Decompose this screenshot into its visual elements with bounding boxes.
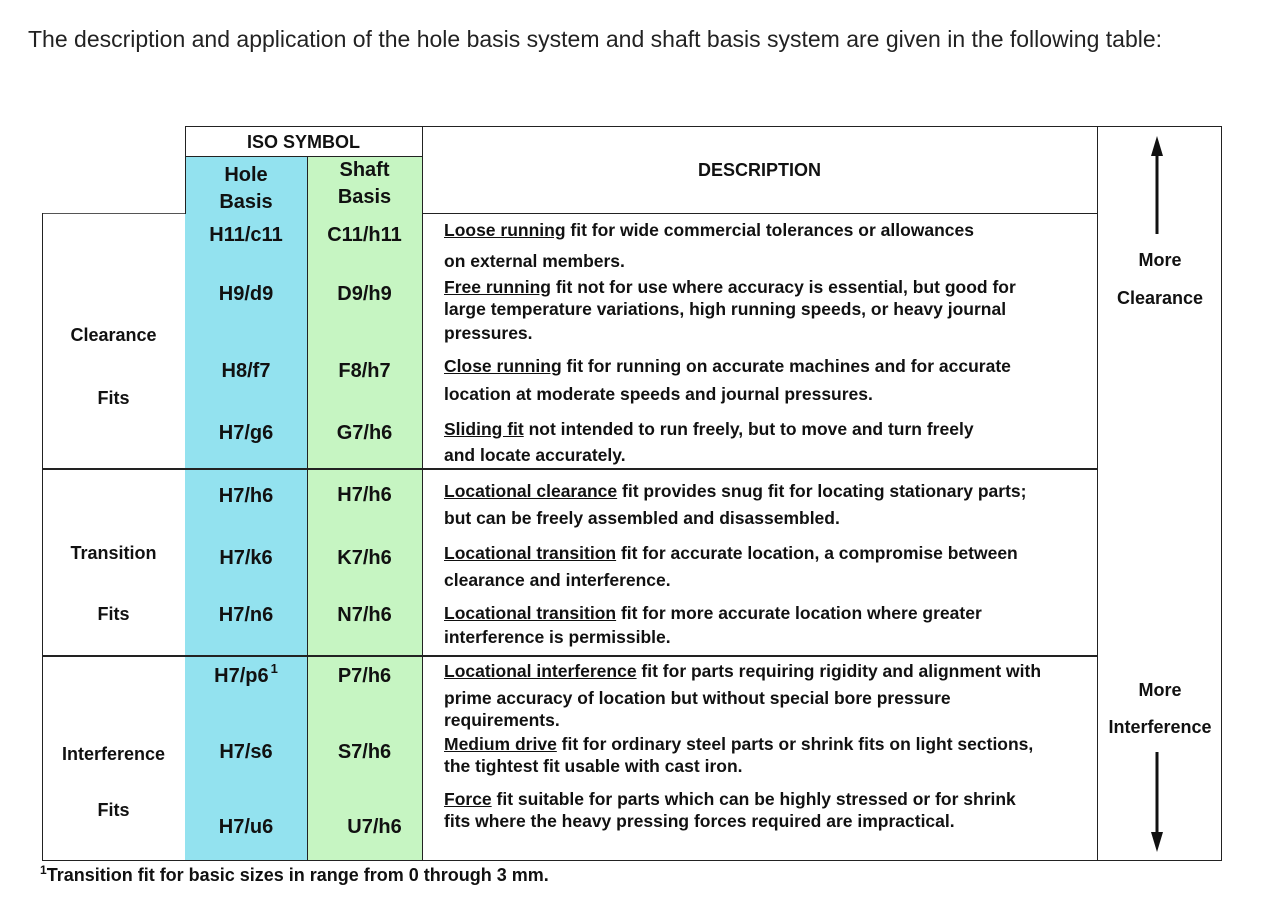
intro-paragraph: The description and application of the hole basis system and shaft basis system are given in the following table: [28,26,1163,52]
footnote-mark: 1 [40,863,47,877]
footnote-ref: 1 [270,661,278,676]
hole-symbol: H7/k6 [219,547,273,569]
table-bottom-border [42,860,1222,861]
desc-line: but can be freely assembled and disassembled. [444,508,840,528]
desc-line: requirements. [444,710,560,730]
shaft-symbol: S7/h6 [337,741,392,763]
hole-symbol [185,661,307,688]
fit-description [444,542,1094,565]
fit-term: Force [444,789,492,809]
fit-term: Sliding fit [444,419,524,439]
category-clearance: Clearance [70,325,157,345]
category-interference-fits: Fits [97,800,130,820]
desc-line: and locate accurately. [444,445,626,465]
hole-symbol: H11/c11 [209,224,283,246]
desc-line: location at moderate speeds and journal pressures. [444,384,873,404]
desc-line: clearance and interference. [444,570,671,590]
desc-line: on external members. [444,251,625,271]
clearance-transition-separator [42,468,1097,470]
iso-symbol-header: ISO SYMBOL [246,132,360,152]
desc-line: fit not for use where accuracy is essential, but good for [550,277,1016,297]
more-clearance-line1: More [1138,250,1182,270]
hole-symbol: H7/n6 [218,604,274,626]
hole-basis-header: Hole Basis [219,164,273,213]
fit-term: Locational clearance [444,481,618,501]
category-interference: Interference [61,744,166,764]
fit-description [444,480,1094,503]
hole-symbol: H7/s6 [219,741,273,763]
fit-description [444,788,1094,811]
more-interference-line2: Interference [1108,717,1212,737]
fit-term: Free running [444,277,551,297]
shaft-symbol: P7/h6 [337,665,392,687]
shaft-symbol: N7/h6 [337,604,392,626]
shaft-symbol: D9/h9 [337,283,392,305]
desc-line: not intended to run freely, but to move and turn freely [523,419,974,439]
fit-description [444,602,1094,625]
fit-term: Locational transition [444,603,617,623]
desc-line: fit for parts requiring rigidity and alignment with [636,661,1042,681]
category-transition: Transition [70,543,157,563]
fit-description [444,418,1094,441]
desc-line: the tightest fit usable with cast iron. [444,756,743,776]
hole-symbol: H8/f7 [221,360,271,382]
shaft-symbol: K7/h6 [337,547,392,569]
shaft-symbol: G7/h6 [336,422,393,444]
fit-term: Loose running [444,220,566,240]
desc-side-divider [1097,126,1098,861]
desc-line: large temperature variations, high running speeds, or heavy journal [444,299,1007,319]
desc-line: fit for running on accurate machines and for accurate [561,356,1011,376]
fit-description [444,660,1094,683]
desc-line: fit for wide commercial tolerances or allowances [565,220,975,240]
table-top-border [185,126,1222,127]
arrow-down-icon [1148,750,1166,854]
shaft-symbol: U7/h6 [347,816,402,838]
hole-symbol: H9/d9 [218,283,274,305]
fit-term: Medium drive [444,734,557,754]
more-clearance-line2: Clearance [1116,288,1204,308]
fit-description [444,733,1094,756]
fit-description [444,219,1094,242]
description-header: DESCRIPTION [697,160,821,180]
desc-line: fit for accurate location, a compromise between [616,543,1018,563]
more-interference-line1: More [1138,680,1182,700]
fit-description [444,276,1094,299]
header-bottom-border [422,213,1097,214]
shaft-symbol: H7/h6 [337,484,392,506]
shaft-symbol: C11/h11 [327,224,402,246]
desc-line: fit provides snug fit for locating stationary parts; [617,481,1027,501]
desc-line: fit suitable for parts which can be highly stressed or for shrink [491,789,1016,809]
desc-line: fit for more accurate location where greater [616,603,982,623]
hole-symbol: H7/h6 [218,485,274,507]
hole-symbol-text: H7/p6 [214,665,269,687]
category-top-border [42,213,185,214]
desc-line: fit for ordinary steel parts or shrink fits on light sections, [556,734,1034,754]
desc-line: fits where the heavy pressing forces required are impractical. [444,811,955,831]
arrow-up-icon [1148,134,1166,236]
table-footnote [40,865,549,886]
desc-line: pressures. [444,323,533,343]
fit-term: Locational interference [444,661,637,681]
symbol-desc-divider [422,126,423,861]
desc-line: prime accuracy of location but without special bore pressure [444,688,951,708]
fit-description [444,355,1094,378]
fit-term: Locational transition [444,543,617,563]
desc-line: interference is permissible. [444,627,671,647]
transition-interference-separator [42,655,1097,657]
shaft-basis-header: Shaft Basis [337,159,392,208]
hole-symbol: H7/u6 [218,816,274,838]
footnote-text: Transition fit for basic sizes in range from 0 through 3 mm. [46,865,549,885]
category-transition-fits: Fits [97,604,130,624]
table-right-border [1221,126,1222,861]
hole-symbol: H7/g6 [218,422,274,444]
shaft-symbol: F8/h7 [338,360,391,382]
category-clearance-fits: Fits [97,388,130,408]
fit-term: Close running [444,356,562,376]
